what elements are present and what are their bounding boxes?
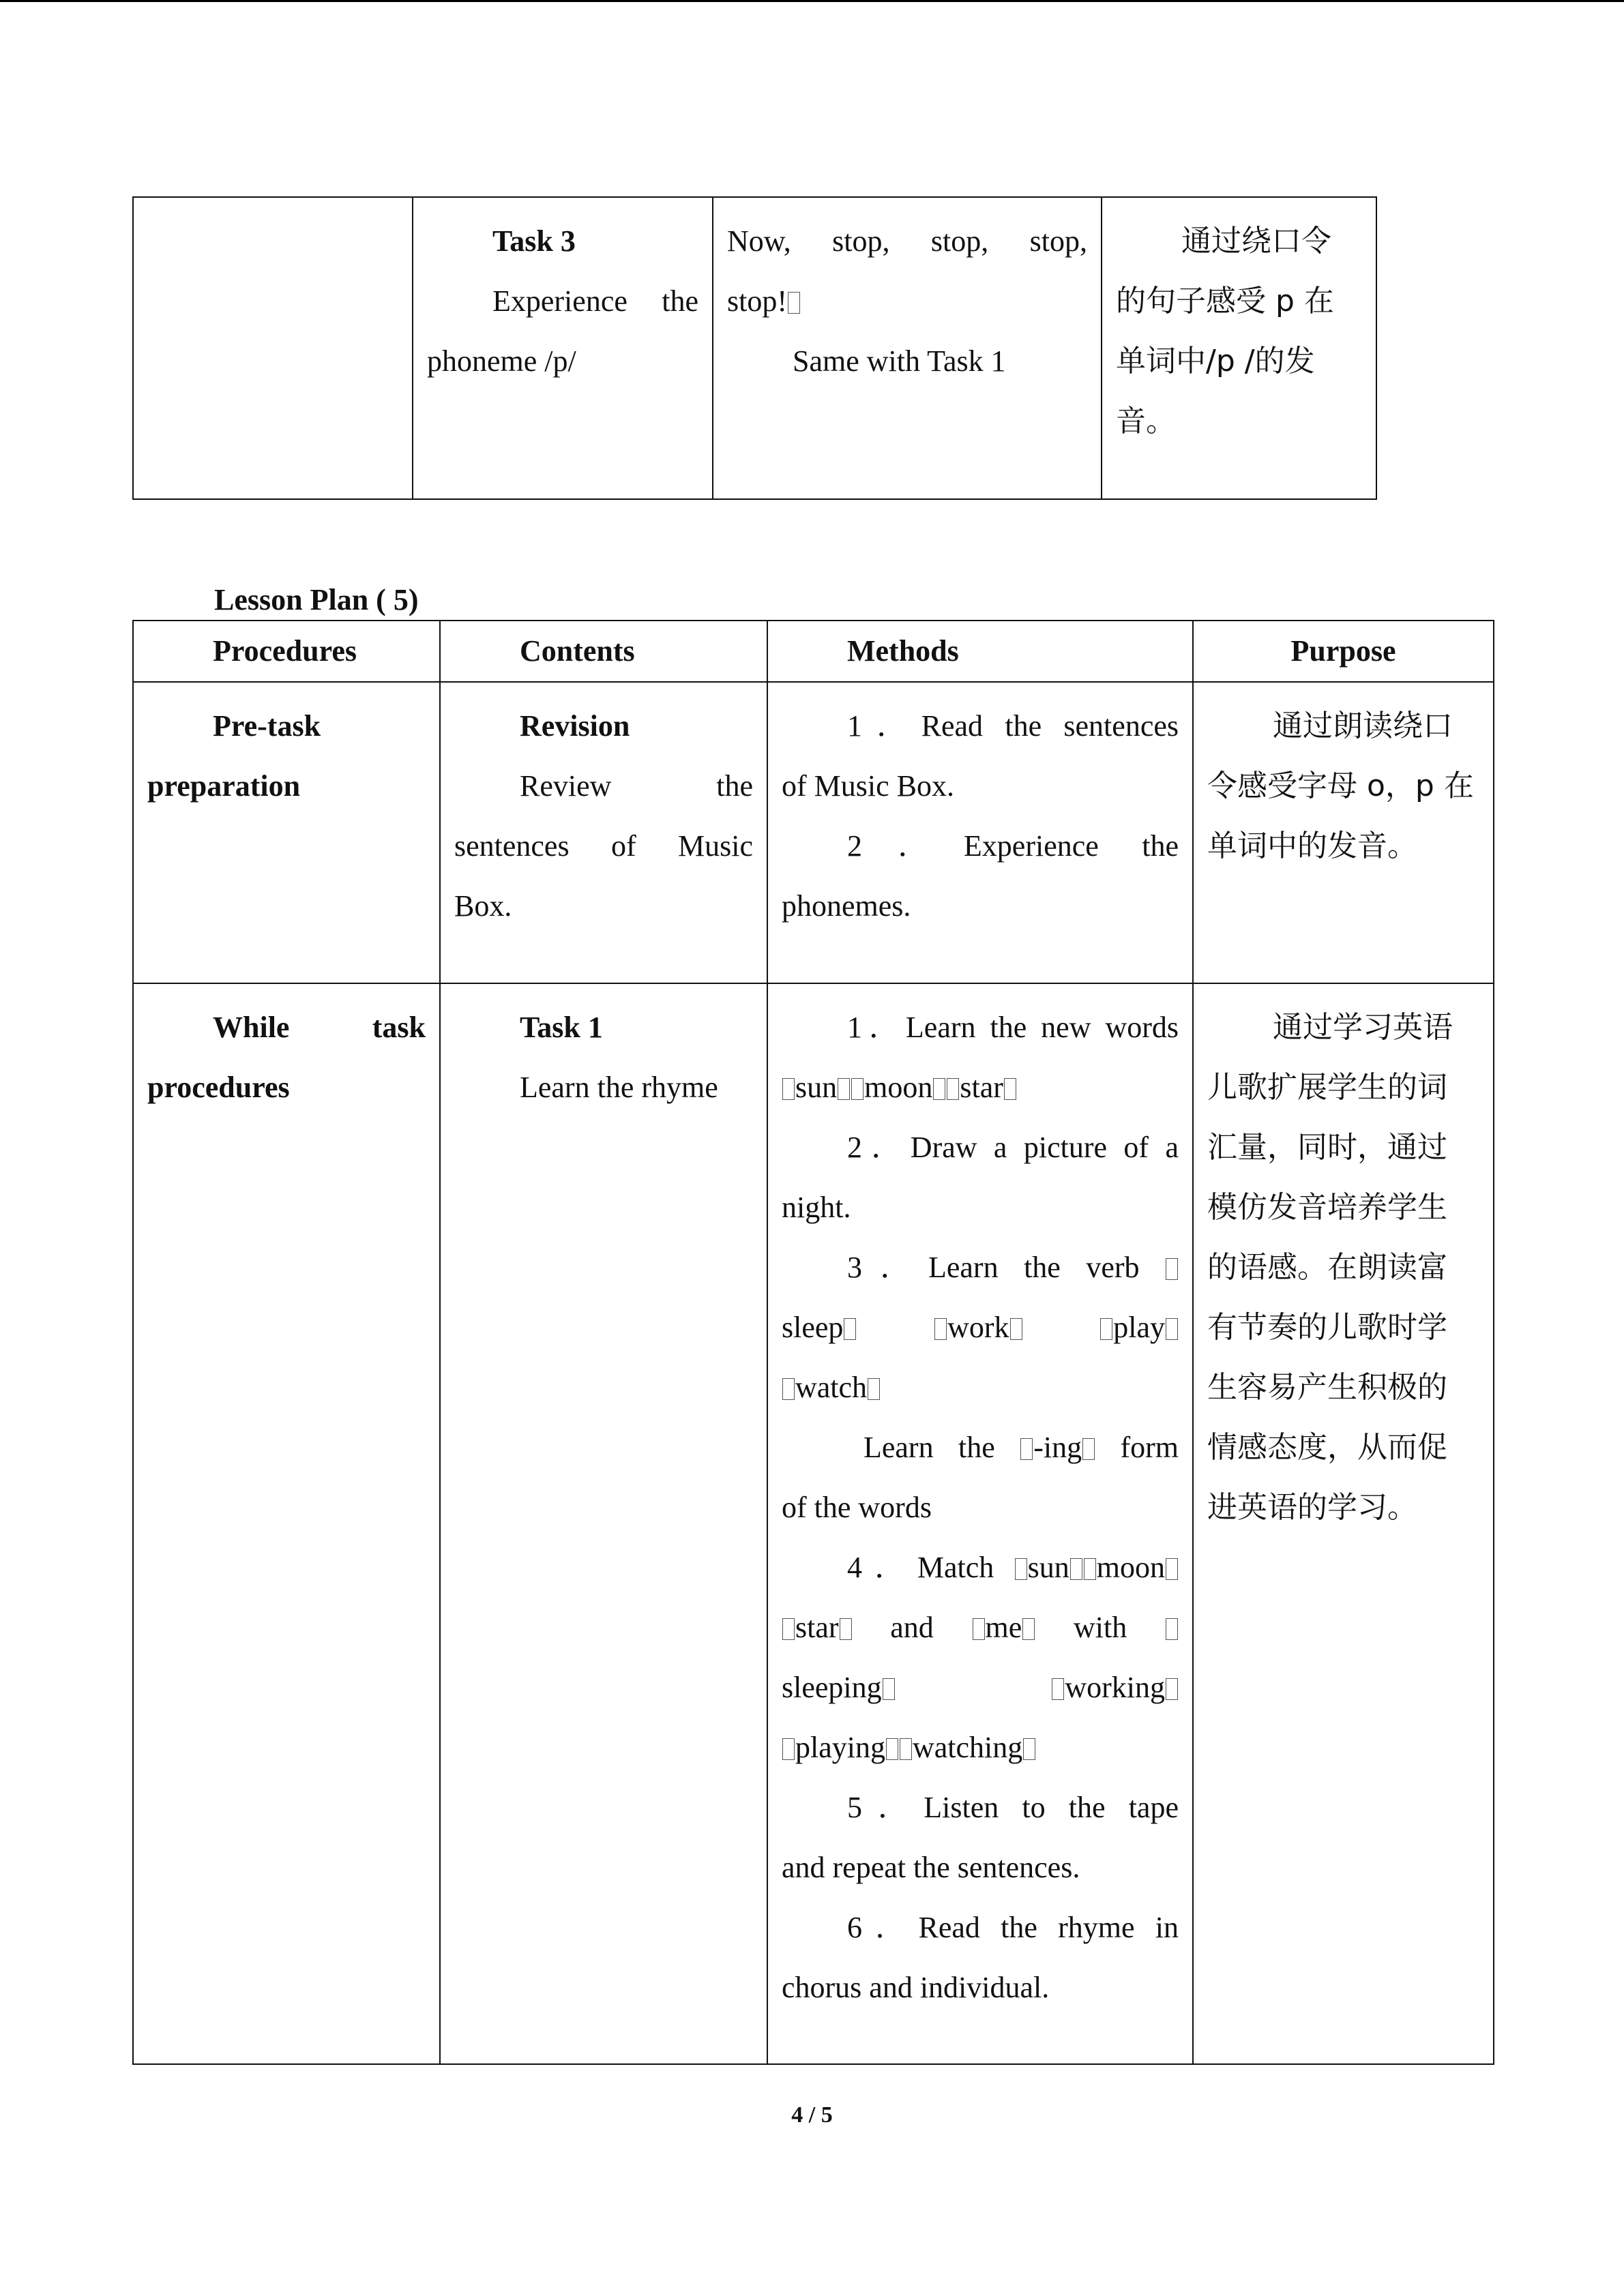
purpose-line: 的句子感受 p 在 bbox=[1116, 284, 1334, 318]
task-title: Task 3 bbox=[492, 224, 576, 258]
method-line: 2．Draw a picture of a bbox=[847, 1131, 1179, 1164]
missing-glyph-box bbox=[1070, 1558, 1082, 1580]
top-border-line bbox=[0, 0, 1624, 2]
contents-cell bbox=[413, 197, 713, 499]
missing-glyph-box bbox=[1004, 1078, 1016, 1100]
missing-glyph-box bbox=[1020, 1438, 1033, 1460]
missing-glyph-box bbox=[788, 292, 800, 314]
method-line: watch bbox=[782, 1358, 1179, 1418]
methods-cell bbox=[767, 983, 1193, 2064]
lesson-table-continued bbox=[132, 196, 1377, 500]
missing-glyph-box bbox=[782, 1618, 795, 1640]
missing-glyph-box bbox=[1052, 1678, 1064, 1700]
procedure-cell bbox=[133, 983, 440, 2064]
method-line: 5．Listen to the tape bbox=[847, 1791, 1179, 1824]
method-line: Learn the -ing form bbox=[863, 1431, 1179, 1464]
header-methods: Methods bbox=[767, 621, 1193, 682]
contents-cell bbox=[440, 983, 767, 2064]
missing-glyph-box bbox=[1010, 1318, 1022, 1340]
method-line: night. bbox=[782, 1191, 851, 1224]
purpose-line: 的语感。在朗读富 bbox=[1207, 1250, 1447, 1285]
method-line: of the words bbox=[782, 1491, 932, 1524]
missing-glyph-box bbox=[1084, 1558, 1096, 1580]
missing-glyph-box bbox=[844, 1318, 856, 1340]
missing-glyph-box bbox=[1015, 1558, 1027, 1580]
task-desc-line: Experience the bbox=[492, 284, 698, 318]
method-line: sun moon star bbox=[782, 1058, 1179, 1118]
missing-glyph-box bbox=[840, 1618, 852, 1640]
method-line: Same with Task 1 bbox=[793, 344, 1006, 378]
purpose-line: 有节奏的儿歌时学 bbox=[1207, 1310, 1447, 1345]
table-row bbox=[133, 197, 1376, 499]
method-line: stop! bbox=[727, 271, 1087, 331]
procedure-line: preparation bbox=[147, 769, 301, 803]
method-line: phonemes. bbox=[782, 889, 911, 923]
missing-glyph-box bbox=[1166, 1618, 1178, 1640]
missing-glyph-box bbox=[933, 1078, 945, 1100]
content-line: Review the bbox=[520, 769, 753, 803]
lesson-plan-caption: Lesson Plan ( 5) bbox=[214, 583, 419, 616]
purpose-line: 通过绕口令 bbox=[1181, 224, 1331, 258]
methods-cell bbox=[767, 682, 1193, 983]
procedure-line: While task bbox=[213, 1011, 426, 1044]
missing-glyph-box bbox=[947, 1078, 959, 1100]
method-line: and repeat the sentences. bbox=[782, 1851, 1080, 1884]
missing-glyph-box bbox=[782, 1078, 795, 1100]
header-procedures: Procedures bbox=[133, 621, 440, 682]
header-contents: Contents bbox=[440, 621, 767, 682]
purpose-line: 汇量，同时，通过 bbox=[1207, 1130, 1447, 1165]
method-line: 6．Read the rhyme in bbox=[847, 1911, 1179, 1944]
method-line: 2．Experience the bbox=[847, 829, 1179, 863]
method-line: star and me with bbox=[782, 1598, 1179, 1658]
table-header-row bbox=[133, 621, 1494, 682]
method-line: chorus and individual. bbox=[782, 1971, 1050, 2004]
procedure-cell-empty bbox=[133, 197, 413, 499]
missing-glyph-box bbox=[973, 1618, 985, 1640]
lesson-plan-table bbox=[132, 620, 1494, 2065]
content-title: Task 1 bbox=[520, 1011, 603, 1044]
methods-cell bbox=[713, 197, 1102, 499]
content-line: Box. bbox=[454, 889, 512, 923]
procedure-line: procedures bbox=[147, 1071, 290, 1104]
missing-glyph-box bbox=[900, 1738, 912, 1760]
missing-glyph-box bbox=[838, 1078, 850, 1100]
missing-glyph-box bbox=[1166, 1318, 1178, 1340]
table-row bbox=[133, 682, 1494, 983]
contents-cell bbox=[440, 682, 767, 983]
purpose-line: 令感受字母 o，p 在 bbox=[1207, 769, 1474, 803]
purpose-line: 生容易产生积极的 bbox=[1207, 1370, 1447, 1405]
purpose-line: 通过学习英语 bbox=[1273, 1010, 1453, 1045]
missing-glyph-box bbox=[1022, 1618, 1035, 1640]
missing-glyph-box bbox=[934, 1318, 947, 1340]
missing-glyph-box bbox=[782, 1738, 795, 1760]
purpose-cell bbox=[1102, 197, 1376, 499]
missing-glyph-box bbox=[1166, 1678, 1178, 1700]
method-line: of Music Box. bbox=[782, 769, 954, 803]
procedure-cell bbox=[133, 682, 440, 983]
purpose-line: 进英语的学习。 bbox=[1207, 1490, 1417, 1525]
content-line: Learn the rhyme bbox=[520, 1071, 718, 1104]
page-number: 4 / 5 bbox=[791, 2102, 833, 2128]
method-line: sleep work play bbox=[782, 1298, 1179, 1358]
missing-glyph-box bbox=[1100, 1318, 1112, 1340]
procedure-line: Pre-task bbox=[213, 709, 321, 743]
missing-glyph-box bbox=[1023, 1738, 1035, 1760]
purpose-line: 儿歌扩展学生的词 bbox=[1207, 1070, 1447, 1105]
missing-glyph-box bbox=[782, 1378, 795, 1400]
missing-glyph-box bbox=[886, 1738, 898, 1760]
table-row bbox=[133, 983, 1494, 2064]
purpose-line: 模仿发音培养学生 bbox=[1207, 1190, 1447, 1225]
missing-glyph-box bbox=[1166, 1258, 1178, 1280]
missing-glyph-box bbox=[851, 1078, 863, 1100]
missing-glyph-box bbox=[883, 1678, 895, 1700]
missing-glyph-box bbox=[868, 1378, 880, 1400]
purpose-line: 单词中的发音。 bbox=[1207, 829, 1417, 863]
header-purpose: Purpose bbox=[1193, 621, 1494, 682]
content-title: Revision bbox=[520, 709, 630, 743]
purpose-line: 通过朗读绕口 bbox=[1273, 709, 1453, 743]
method-line: Now, stop, stop, stop, bbox=[727, 224, 1087, 258]
purpose-cell bbox=[1193, 983, 1494, 2064]
method-line: 3．Learn the verb bbox=[782, 1238, 1179, 1298]
purpose-line: 音。 bbox=[1116, 404, 1176, 438]
task-desc-line: phoneme /p/ bbox=[427, 344, 576, 378]
purpose-cell bbox=[1193, 682, 1494, 983]
content-line: sentences of Music bbox=[454, 829, 753, 863]
method-line: sleeping working bbox=[782, 1658, 1179, 1718]
method-line: 1．Read the sentences bbox=[847, 709, 1179, 743]
missing-glyph-box bbox=[1166, 1558, 1178, 1580]
method-line: playing watching bbox=[782, 1718, 1179, 1778]
method-line: 4．Match sun moon bbox=[782, 1538, 1179, 1598]
purpose-line: 单词中/p /的发 bbox=[1116, 344, 1315, 378]
purpose-line: 情感态度，从而促 bbox=[1207, 1430, 1447, 1465]
method-line: 1．Learn the new words bbox=[847, 1011, 1179, 1044]
missing-glyph-box bbox=[1082, 1438, 1095, 1460]
